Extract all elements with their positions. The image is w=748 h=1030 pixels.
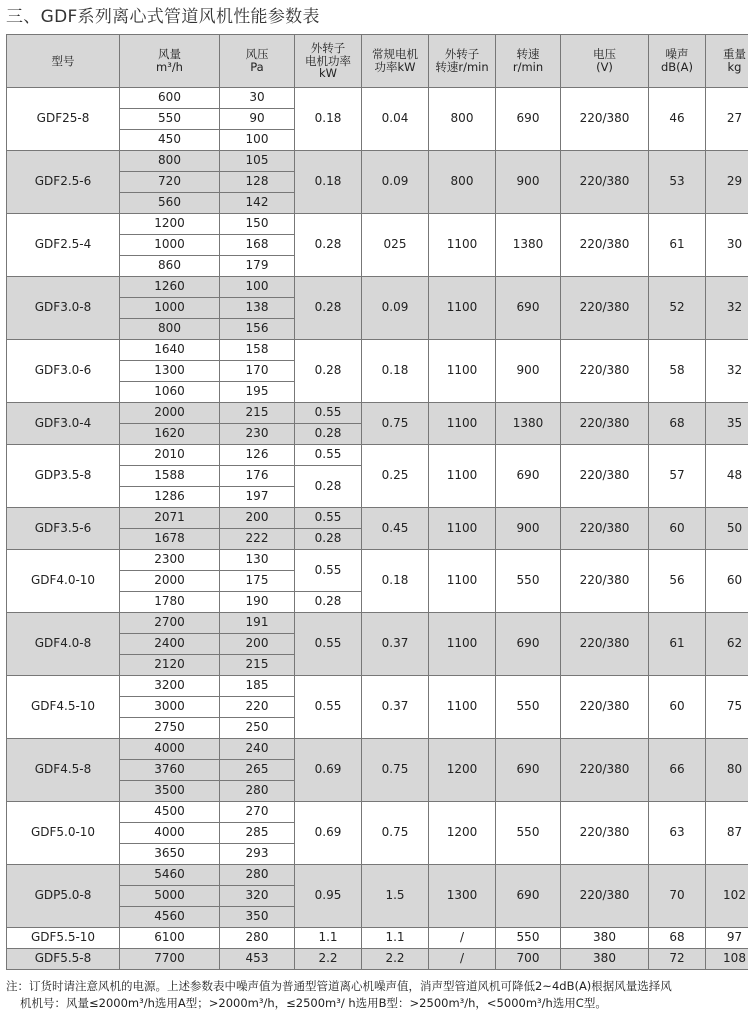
header-ext-motor-speed-line: 外转子 xyxy=(444,47,480,62)
speed-cell: 690 xyxy=(496,277,561,340)
airflow-cell: 2300 xyxy=(120,550,220,571)
voltage-cell: 220/380 xyxy=(561,676,649,739)
table-row xyxy=(7,277,748,298)
table-row xyxy=(7,403,748,424)
ext-motor-speed-cell: 800 xyxy=(429,88,496,151)
table-body xyxy=(7,88,748,970)
pressure-cell: 176 xyxy=(220,466,295,487)
ext-motor-power-cell: 0.55 xyxy=(295,508,362,529)
std-motor-power-cell: 1.5 xyxy=(362,865,429,928)
speed-cell: 550 xyxy=(496,550,561,613)
speed-cell: 1380 xyxy=(496,214,561,277)
noise-cell: 66 xyxy=(649,739,706,802)
weight-cell: 108 xyxy=(706,949,748,970)
header-pressure xyxy=(220,35,295,88)
ext-motor-speed-cell: 1100 xyxy=(429,340,496,403)
voltage-cell: 380 xyxy=(561,928,649,949)
airflow-cell: 5460 xyxy=(120,865,220,886)
header-speed-line: 转速 xyxy=(516,47,540,62)
airflow-cell: 560 xyxy=(120,193,220,214)
airflow-cell: 2750 xyxy=(120,718,220,739)
noise-cell: 72 xyxy=(649,949,706,970)
pressure-cell: 197 xyxy=(220,487,295,508)
ext-motor-power-cell: 0.69 xyxy=(295,739,362,802)
pressure-cell: 250 xyxy=(220,718,295,739)
voltage-cell: 380 xyxy=(561,949,649,970)
pressure-cell: 170 xyxy=(220,361,295,382)
airflow-cell: 1000 xyxy=(120,235,220,256)
airflow-cell: 2071 xyxy=(120,508,220,529)
noise-cell: 68 xyxy=(649,403,706,445)
airflow-cell: 2120 xyxy=(120,655,220,676)
page-title: 三、GDF系列离心式管道风机性能参数表 xyxy=(6,7,320,27)
airflow-cell: 3650 xyxy=(120,844,220,865)
weight-cell: 30 xyxy=(706,214,748,277)
pressure-cell: 30 xyxy=(220,88,295,109)
header-model-line: 型号 xyxy=(51,53,75,68)
airflow-cell: 1260 xyxy=(120,277,220,298)
header-pressure-line: Pa xyxy=(250,60,264,74)
std-motor-power-cell: 0.37 xyxy=(362,676,429,739)
table-row xyxy=(7,508,748,529)
airflow-cell: 800 xyxy=(120,319,220,340)
airflow-cell: 550 xyxy=(120,109,220,130)
header-airflow-line: m³/h xyxy=(156,60,183,74)
pressure-cell: 105 xyxy=(220,151,295,172)
weight-cell: 48 xyxy=(706,445,748,508)
ext-motor-speed-cell: 800 xyxy=(429,151,496,214)
pressure-cell: 200 xyxy=(220,508,295,529)
noise-cell: 61 xyxy=(649,214,706,277)
std-motor-power-cell: 0.25 xyxy=(362,445,429,508)
ext-motor-power-cell: 0.55 xyxy=(295,550,362,592)
weight-cell: 29 xyxy=(706,151,748,214)
table-row xyxy=(7,676,748,697)
weight-cell: 62 xyxy=(706,613,748,676)
header-voltage-line: 电压 xyxy=(593,47,616,62)
airflow-cell: 1060 xyxy=(120,382,220,403)
airflow-cell: 3200 xyxy=(120,676,220,697)
voltage-cell: 220/380 xyxy=(561,613,649,676)
voltage-cell: 220/380 xyxy=(561,88,649,151)
header-weight-line: kg xyxy=(727,60,742,74)
ext-motor-power-cell: 0.55 xyxy=(295,403,362,424)
airflow-cell: 4000 xyxy=(120,739,220,760)
noise-cell: 68 xyxy=(649,928,706,949)
pressure-cell: 142 xyxy=(220,193,295,214)
table-row xyxy=(7,151,748,172)
ext-motor-power-cell: 0.69 xyxy=(295,802,362,865)
pressure-cell: 185 xyxy=(220,676,295,697)
ext-motor-speed-cell: 1100 xyxy=(429,277,496,340)
ext-motor-power-cell: 0.95 xyxy=(295,865,362,928)
noise-cell: 70 xyxy=(649,865,706,928)
voltage-cell: 220/380 xyxy=(561,445,649,508)
voltage-cell: 220/380 xyxy=(561,508,649,550)
model-cell: GDP5.0-8 xyxy=(7,865,120,928)
header-ext-motor-power xyxy=(295,35,362,88)
footnote-line-2: 机机号：风量≤2000m³/h选用A型；>2000m³/h，≤2500m³/ h选用B型：>2500m³/h，<5000m³/h选用C型。 xyxy=(20,996,607,1010)
pressure-cell: 453 xyxy=(220,949,295,970)
speed-cell: 690 xyxy=(496,88,561,151)
model-cell: GDF2.5-4 xyxy=(7,214,120,277)
model-cell: GDF4.5-8 xyxy=(7,739,120,802)
ext-motor-power-cell: 0.28 xyxy=(295,277,362,340)
noise-cell: 61 xyxy=(649,613,706,676)
pressure-cell: 215 xyxy=(220,403,295,424)
table-row xyxy=(7,739,748,760)
ext-motor-speed-cell: 1200 xyxy=(429,802,496,865)
pressure-cell: 215 xyxy=(220,655,295,676)
weight-cell: 35 xyxy=(706,403,748,445)
pressure-cell: 128 xyxy=(220,172,295,193)
airflow-cell: 4000 xyxy=(120,823,220,844)
ext-motor-power-cell: 0.28 xyxy=(295,424,362,445)
ext-motor-speed-cell: 1100 xyxy=(429,445,496,508)
ext-motor-power-cell: 1.1 xyxy=(295,928,362,949)
header-ext-motor-power-line: 外转子 xyxy=(310,41,346,56)
pressure-cell: 195 xyxy=(220,382,295,403)
ext-motor-speed-cell: 1100 xyxy=(429,508,496,550)
ext-motor-power-cell: 0.55 xyxy=(295,613,362,676)
airflow-cell: 720 xyxy=(120,172,220,193)
airflow-cell: 600 xyxy=(120,88,220,109)
pressure-cell: 280 xyxy=(220,928,295,949)
airflow-cell: 1678 xyxy=(120,529,220,550)
ext-motor-speed-cell: 1200 xyxy=(429,739,496,802)
airflow-cell: 7700 xyxy=(120,949,220,970)
pressure-cell: 285 xyxy=(220,823,295,844)
weight-cell: 75 xyxy=(706,676,748,739)
airflow-cell: 1620 xyxy=(120,424,220,445)
weight-cell: 80 xyxy=(706,739,748,802)
weight-cell: 102 xyxy=(706,865,748,928)
table-row xyxy=(7,613,748,634)
airflow-cell: 1200 xyxy=(120,214,220,235)
weight-cell: 97 xyxy=(706,928,748,949)
header-ext-motor-power-line: 电机功率 xyxy=(305,53,351,68)
airflow-cell: 1000 xyxy=(120,298,220,319)
airflow-cell: 3500 xyxy=(120,781,220,802)
ext-motor-speed-cell: 1300 xyxy=(429,865,496,928)
pressure-cell: 222 xyxy=(220,529,295,550)
std-motor-power-cell: 0.75 xyxy=(362,739,429,802)
pressure-cell: 90 xyxy=(220,109,295,130)
pressure-cell: 230 xyxy=(220,424,295,445)
pressure-cell: 190 xyxy=(220,592,295,613)
model-cell: GDF5.5-8 xyxy=(7,949,120,970)
weight-cell: 27 xyxy=(706,88,748,151)
voltage-cell: 220/380 xyxy=(561,340,649,403)
pressure-cell: 270 xyxy=(220,802,295,823)
ext-motor-power-cell: 0.55 xyxy=(295,676,362,739)
model-cell: GDF4.0-10 xyxy=(7,550,120,613)
table-row xyxy=(7,928,748,949)
voltage-cell: 220/380 xyxy=(561,865,649,928)
pressure-cell: 179 xyxy=(220,256,295,277)
table-header-row xyxy=(7,35,748,88)
pressure-cell: 175 xyxy=(220,571,295,592)
std-motor-power-cell: 0.75 xyxy=(362,403,429,445)
ext-motor-power-cell: 0.18 xyxy=(295,88,362,151)
airflow-cell: 2700 xyxy=(120,613,220,634)
std-motor-power-cell: 0.18 xyxy=(362,550,429,613)
pressure-cell: 100 xyxy=(220,130,295,151)
model-cell: GDP3.5-8 xyxy=(7,445,120,508)
header-model xyxy=(7,35,120,88)
std-motor-power-cell: 0.37 xyxy=(362,613,429,676)
pressure-cell: 240 xyxy=(220,739,295,760)
speed-cell: 690 xyxy=(496,865,561,928)
std-motor-power-cell: 0.09 xyxy=(362,277,429,340)
ext-motor-speed-cell: 1100 xyxy=(429,214,496,277)
ext-motor-speed-cell: 1100 xyxy=(429,676,496,739)
table-row xyxy=(7,340,748,361)
pressure-cell: 191 xyxy=(220,613,295,634)
header-weight-line: 重量 xyxy=(723,47,746,62)
ext-motor-speed-cell: 1100 xyxy=(429,403,496,445)
table-row xyxy=(7,949,748,970)
noise-cell: 58 xyxy=(649,340,706,403)
header-std-motor-power-line: 功率kW xyxy=(374,60,416,74)
pressure-cell: 138 xyxy=(220,298,295,319)
ext-motor-speed-cell: 1100 xyxy=(429,613,496,676)
model-cell: GDF5.5-10 xyxy=(7,928,120,949)
pressure-cell: 293 xyxy=(220,844,295,865)
model-cell: GDF2.5-6 xyxy=(7,151,120,214)
noise-cell: 46 xyxy=(649,88,706,151)
std-motor-power-cell: 0.09 xyxy=(362,151,429,214)
speed-cell: 550 xyxy=(496,676,561,739)
airflow-cell: 1588 xyxy=(120,466,220,487)
airflow-cell: 2000 xyxy=(120,403,220,424)
voltage-cell: 220/380 xyxy=(561,277,649,340)
airflow-cell: 2400 xyxy=(120,634,220,655)
pressure-cell: 220 xyxy=(220,697,295,718)
pressure-cell: 168 xyxy=(220,235,295,256)
airflow-cell: 800 xyxy=(120,151,220,172)
header-noise-line: 噪声 xyxy=(665,47,689,62)
airflow-cell: 2000 xyxy=(120,571,220,592)
speed-cell: 690 xyxy=(496,445,561,508)
weight-cell: 32 xyxy=(706,340,748,403)
header-speed-line: r/min xyxy=(512,60,544,74)
header-voltage-line: (V) xyxy=(596,60,613,74)
ext-motor-power-cell: 0.18 xyxy=(295,151,362,214)
header-weight xyxy=(706,35,748,88)
noise-cell: 60 xyxy=(649,676,706,739)
voltage-cell: 220/380 xyxy=(561,214,649,277)
ext-motor-speed-cell: / xyxy=(429,949,496,970)
airflow-cell: 860 xyxy=(120,256,220,277)
footnote-line-1: 注：订货时请注意风机的电源。上述参数表中噪声值为普通型管道离心机噪声值，消声型管道风机可降低2~4dB(A)根据风量选择风 xyxy=(6,979,672,993)
speed-cell: 690 xyxy=(496,613,561,676)
speed-cell: 900 xyxy=(496,151,561,214)
pressure-cell: 280 xyxy=(220,865,295,886)
weight-cell: 50 xyxy=(706,508,748,550)
header-speed xyxy=(496,35,561,88)
voltage-cell: 220/380 xyxy=(561,739,649,802)
ext-motor-power-cell: 0.28 xyxy=(295,340,362,403)
table-row xyxy=(7,88,748,109)
ext-motor-power-cell: 0.28 xyxy=(295,592,362,613)
header-airflow-line: 风量 xyxy=(158,47,181,62)
ext-motor-power-cell: 0.28 xyxy=(295,529,362,550)
model-cell: GDF4.0-8 xyxy=(7,613,120,676)
ext-motor-power-cell: 0.28 xyxy=(295,466,362,508)
header-airflow xyxy=(120,35,220,88)
performance-table xyxy=(6,34,748,970)
header-std-motor-power xyxy=(362,35,429,88)
pressure-cell: 200 xyxy=(220,634,295,655)
ext-motor-power-cell: 2.2 xyxy=(295,949,362,970)
pressure-cell: 350 xyxy=(220,907,295,928)
airflow-cell: 1300 xyxy=(120,361,220,382)
table-row xyxy=(7,802,748,823)
header-pressure-line: 风压 xyxy=(245,47,269,62)
model-cell: GDF3.0-6 xyxy=(7,340,120,403)
std-motor-power-cell: 025 xyxy=(362,214,429,277)
airflow-cell: 1286 xyxy=(120,487,220,508)
pressure-cell: 100 xyxy=(220,277,295,298)
ext-motor-power-cell: 0.55 xyxy=(295,445,362,466)
pressure-cell: 158 xyxy=(220,340,295,361)
ext-motor-power-cell: 0.28 xyxy=(295,214,362,277)
model-cell: GDF3.0-4 xyxy=(7,403,120,445)
std-motor-power-cell: 0.45 xyxy=(362,508,429,550)
airflow-cell: 1780 xyxy=(120,592,220,613)
std-motor-power-cell: 2.2 xyxy=(362,949,429,970)
table-row xyxy=(7,865,748,886)
header-std-motor-power-line: 常规电机 xyxy=(372,47,418,62)
pressure-cell: 150 xyxy=(220,214,295,235)
header-noise xyxy=(649,35,706,88)
pressure-cell: 126 xyxy=(220,445,295,466)
speed-cell: 1380 xyxy=(496,403,561,445)
noise-cell: 63 xyxy=(649,802,706,865)
header-ext-motor-speed xyxy=(429,35,496,88)
pressure-cell: 130 xyxy=(220,550,295,571)
table-row xyxy=(7,445,748,466)
model-cell: GDF3.5-6 xyxy=(7,508,120,550)
weight-cell: 32 xyxy=(706,277,748,340)
airflow-cell: 6100 xyxy=(120,928,220,949)
header-noise-line: dB(A) xyxy=(660,60,694,74)
pressure-cell: 280 xyxy=(220,781,295,802)
pressure-cell: 320 xyxy=(220,886,295,907)
ext-motor-speed-cell: / xyxy=(429,928,496,949)
table-row xyxy=(7,550,748,571)
noise-cell: 53 xyxy=(649,151,706,214)
header-ext-motor-power-line: kW xyxy=(318,66,338,81)
noise-cell: 56 xyxy=(649,550,706,613)
speed-cell: 700 xyxy=(496,949,561,970)
ext-motor-speed-cell: 1100 xyxy=(429,550,496,613)
model-cell: GDF3.0-8 xyxy=(7,277,120,340)
std-motor-power-cell: 0.18 xyxy=(362,340,429,403)
pressure-cell: 156 xyxy=(220,319,295,340)
speed-cell: 900 xyxy=(496,340,561,403)
pressure-cell: 265 xyxy=(220,760,295,781)
voltage-cell: 220/380 xyxy=(561,802,649,865)
table-row xyxy=(7,214,748,235)
weight-cell: 60 xyxy=(706,550,748,613)
header-ext-motor-speed-line: 转速r/min xyxy=(435,60,489,74)
header-voltage xyxy=(561,35,649,88)
voltage-cell: 220/380 xyxy=(561,151,649,214)
speed-cell: 690 xyxy=(496,739,561,802)
speed-cell: 550 xyxy=(496,928,561,949)
speed-cell: 900 xyxy=(496,508,561,550)
std-motor-power-cell: 1.1 xyxy=(362,928,429,949)
noise-cell: 52 xyxy=(649,277,706,340)
voltage-cell: 220/380 xyxy=(561,550,649,613)
std-motor-power-cell: 0.75 xyxy=(362,802,429,865)
model-cell: GDF4.5-10 xyxy=(7,676,120,739)
airflow-cell: 1640 xyxy=(120,340,220,361)
airflow-cell: 3760 xyxy=(120,760,220,781)
airflow-cell: 2010 xyxy=(120,445,220,466)
speed-cell: 550 xyxy=(496,802,561,865)
voltage-cell: 220/380 xyxy=(561,403,649,445)
std-motor-power-cell: 0.04 xyxy=(362,88,429,151)
airflow-cell: 4560 xyxy=(120,907,220,928)
weight-cell: 87 xyxy=(706,802,748,865)
airflow-cell: 450 xyxy=(120,130,220,151)
noise-cell: 57 xyxy=(649,445,706,508)
footnote xyxy=(6,978,744,1012)
airflow-cell: 5000 xyxy=(120,886,220,907)
model-cell: GDF25-8 xyxy=(7,88,120,151)
noise-cell: 60 xyxy=(649,508,706,550)
airflow-cell: 4500 xyxy=(120,802,220,823)
airflow-cell: 3000 xyxy=(120,697,220,718)
model-cell: GDF5.0-10 xyxy=(7,802,120,865)
